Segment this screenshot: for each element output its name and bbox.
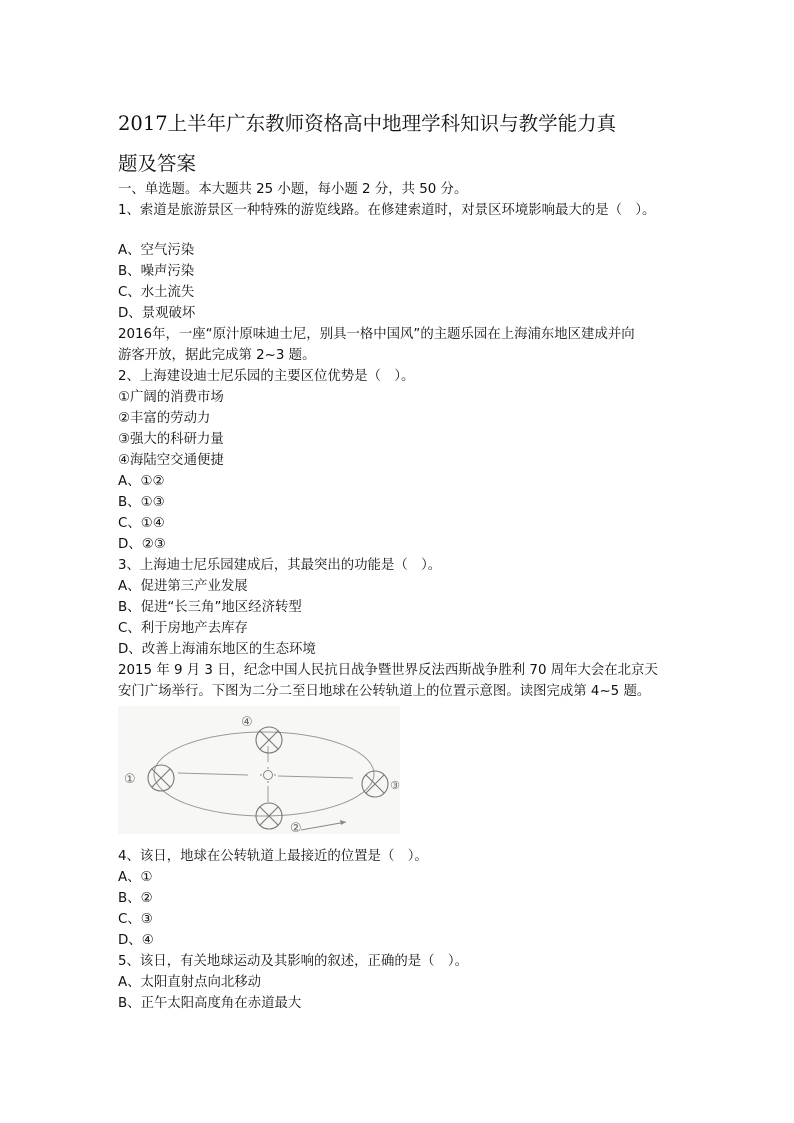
- option: D、②③: [118, 537, 166, 552]
- earth-orbit-diagram: [118, 706, 400, 834]
- option: A、促进第三产业发展: [118, 579, 248, 594]
- material-text: 游客开放，据此完成第 2~3 题。: [118, 348, 316, 363]
- option: D、④: [118, 933, 154, 948]
- option: C、③: [118, 912, 153, 927]
- option: C、①④: [118, 516, 165, 531]
- statement-item: ①广阔的消费市场: [118, 390, 224, 405]
- position-label-4: ④: [241, 715, 253, 730]
- option: A、太阳直射点向北移动: [118, 975, 262, 990]
- option: B、②: [118, 891, 153, 906]
- title-line: 题及答案: [118, 152, 197, 175]
- statement-item: ④海陆空交通便捷: [118, 453, 224, 468]
- section-heading: 一、单选题。本大题共 25 小题，每小题 2 分，共 50 分。: [118, 182, 468, 197]
- statement-item: ③强大的科研力量: [118, 432, 224, 447]
- option: A、①: [118, 870, 153, 885]
- option: B、①③: [118, 495, 165, 510]
- document-body: [118, 179, 698, 1014]
- option: A、①②: [118, 474, 165, 489]
- title-line: 2017上半年广东教师资格高中地理学科知识与教学能力真: [118, 112, 617, 135]
- position-label-2: ②: [290, 821, 302, 834]
- option: B、正午太阳高度角在赤道最大: [118, 996, 302, 1011]
- position-label-3: ③: [390, 779, 400, 792]
- question-4-stem: 4、该日，地球在公转轨道上最接近的位置是（ ）。: [118, 849, 428, 864]
- option: B、促进“长三角”地区经济转型: [118, 600, 302, 615]
- material-text: 安门广场举行。下图为二分二至日地球在公转轨道上的位置示意图。读图完成第 4~5 题。: [118, 684, 651, 699]
- option: C、利于房地产去库存: [118, 621, 248, 636]
- statement-item: ②丰富的劳动力: [118, 411, 211, 426]
- option: C、水土流失: [118, 285, 195, 300]
- position-label-1: ①: [124, 772, 136, 787]
- option: B、噪声污染: [118, 264, 195, 279]
- option: D、改善上海浦东地区的生态环境: [118, 642, 316, 657]
- option: A、空气污染: [118, 243, 195, 258]
- option: D、景观破坏: [118, 306, 196, 321]
- question-2-stem: 2、上海建设迪士尼乐园的主要区位优势是（ ）。: [118, 369, 415, 384]
- question-3-stem: 3、上海迪士尼乐园建成后，其最突出的功能是（ ）。: [118, 558, 442, 573]
- question-5-stem: 5、该日，有关地球运动及其影响的叙述，正确的是（ ）。: [118, 954, 468, 969]
- question-1-stem: 1、索道是旅游景区一种特殊的游览线路。在修建索道时，对景区环境影响最大的是（ ）。: [118, 203, 656, 218]
- material-text: 2015 年 9 月 3 日，纪念中国人民抗日战争暨世界反法西斯战争胜利 70 周年大会在北京天: [118, 663, 658, 678]
- material-text: 2016年，一座“原汁原味迪士尼，别具一格中国风”的主题乐园在上海浦东地区建成并向: [118, 327, 635, 342]
- document-title: [118, 104, 678, 184]
